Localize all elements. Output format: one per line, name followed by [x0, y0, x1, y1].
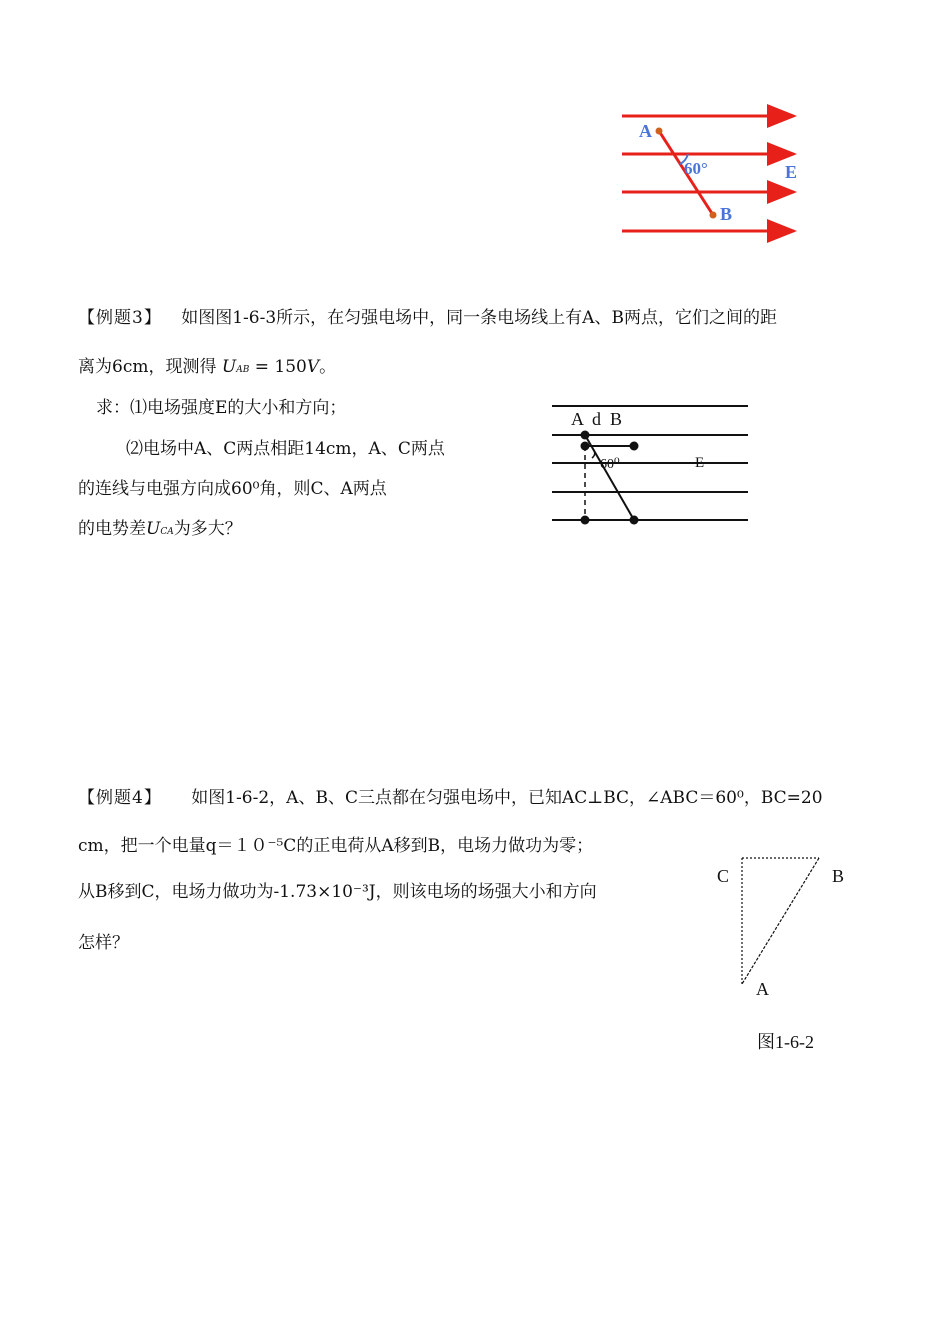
u-ca-symbol: U [146, 519, 161, 539]
point-c [630, 516, 639, 525]
label-a-d-b: A d B [571, 409, 623, 429]
example4-line1 [78, 783, 823, 808]
u-ca-subscript: CA [160, 527, 174, 537]
example4-line3 [78, 877, 597, 902]
u-ab-value: = 150 [249, 357, 307, 377]
u-ab-symbol: U [221, 357, 237, 377]
example4-text3: 从B移到C，电场力做功为-1.73×10⁻³J，则该电场的场强大小和方向 [78, 882, 597, 902]
example3-tag: 【例题3】 [78, 308, 162, 328]
example3-q1-text: 求：⑴电场强度E的大小和方向； [96, 398, 347, 418]
figure3-caption: 图1-6-2 [757, 1032, 814, 1052]
label-b: B [832, 866, 845, 886]
point-foot [581, 516, 590, 525]
example3-line2 [78, 352, 336, 377]
field-label-e: E [785, 162, 798, 182]
point-a [581, 442, 590, 451]
angle-arc-2 [592, 449, 595, 458]
figure-ad-b-field [548, 398, 758, 530]
figure1-svg [610, 100, 810, 245]
example4-line2 [78, 831, 593, 856]
figure2-svg [548, 398, 758, 530]
label-c: C [717, 866, 730, 886]
point-b [630, 442, 639, 451]
example3-text1: 如图图1-6-3所示，在匀强电场中，同一条电场线上有A、B两点，它们之间的距 [181, 308, 777, 328]
side-ba [742, 858, 819, 984]
segment-a-c [585, 435, 634, 520]
label-b: B [720, 204, 733, 224]
example3-q4-suffix: 为多大？ [173, 519, 242, 539]
point-b [710, 212, 717, 219]
point-a-upper [581, 431, 590, 440]
example4-line4 [78, 928, 129, 953]
example3-q4 [78, 514, 242, 539]
example3-q3 [78, 474, 387, 499]
label-a: A [756, 979, 769, 999]
example3-line2-prefix: 离为6cm，现测得 [78, 357, 217, 377]
label-a: A [639, 121, 652, 141]
example3-q3-text: 的连线与电强方向成60⁰角，则C、A两点 [78, 479, 387, 499]
u-ab-period: 。 [319, 357, 337, 377]
example4-tag: 【例题4】 [78, 788, 162, 808]
example3-q1 [96, 393, 346, 418]
example3-q4-prefix: 的电势差 [78, 519, 146, 539]
figure3-svg [708, 852, 858, 1002]
angle-label: 60° [684, 159, 708, 178]
field-label-e-2: E [695, 455, 705, 471]
example3-line1 [78, 303, 777, 328]
example4-text1: 如图1-6-2，A、B、C三点都在匀强电场中，已知AC⊥BC，∠ABC＝60⁰，BC=20 [191, 788, 823, 808]
point-a [656, 128, 663, 135]
u-ab-unit: V [306, 357, 320, 377]
example4-text4: 怎样？ [78, 933, 129, 953]
example3-q2 [126, 434, 445, 459]
figure-field-lines-ab [610, 100, 810, 245]
u-ab-subscript: AB [236, 365, 250, 375]
angle-label-2: 60⁰ [600, 457, 620, 472]
example4-text2: cm，把一个电量q＝１０⁻⁵C的正电荷从A移到B，电场力做功为零； [78, 836, 594, 856]
figure-triangle-abc [708, 852, 858, 1002]
example3-q2-text: ⑵电场中A、C两点相距14cm，A、C两点 [126, 439, 445, 459]
